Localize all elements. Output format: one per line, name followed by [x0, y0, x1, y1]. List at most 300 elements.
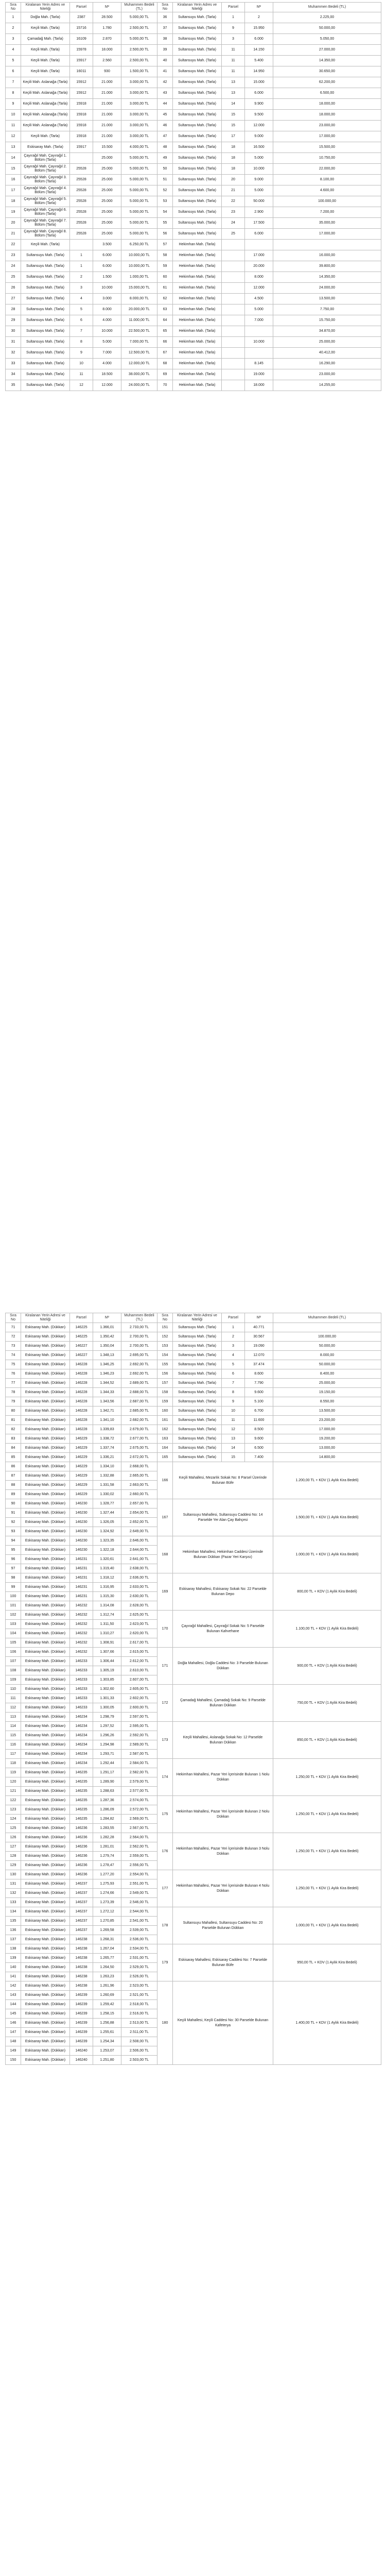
- table-cell: Sultansuyu Mah. (Tarla): [173, 1416, 222, 1425]
- table-cell: 50.000: [245, 196, 273, 207]
- table-cell: 2: [222, 1332, 245, 1342]
- table-cell: 17.000,00: [273, 131, 381, 142]
- table-cell: 5: [6, 56, 21, 66]
- table-cell: 45: [157, 110, 173, 121]
- table-cell: Sultansuyu Mah. (Tarla): [21, 304, 70, 315]
- table-cell: 6.000: [245, 34, 273, 45]
- table-cell: Sultansuyu Mah. (Tarla): [173, 207, 222, 218]
- table-cell: 21.000: [93, 131, 121, 142]
- table-row: [6, 77, 381, 88]
- table-cell: 25.000: [93, 153, 121, 164]
- table-cell: Eskisaray Mah. (Dükkan): [21, 1907, 70, 1917]
- table-cell: 21.000: [93, 77, 121, 88]
- table-cell: 12: [222, 1425, 245, 1434]
- table-cell: Sultansuyu Mah. (Tarla): [21, 380, 70, 391]
- table-cell: 58: [157, 250, 173, 261]
- table-row: [6, 337, 381, 348]
- table-cell: 166: [157, 1462, 173, 1499]
- table-cell: 28: [6, 304, 21, 315]
- table-cell: Sultansuyu Mah. (Tarla): [173, 88, 222, 99]
- table-cell: 56: [157, 229, 173, 240]
- table-cell: [222, 369, 245, 380]
- table-cell: 7.400: [245, 1453, 273, 1462]
- table-row: [6, 121, 381, 131]
- table-cell: 14.350,00: [273, 272, 381, 283]
- table-cell: 115: [6, 1731, 21, 1740]
- table-cell: 1.282,28: [93, 1833, 121, 1842]
- table-cell: 1.400,00 TL + KDV (1 Aylık Kira Bedeli): [273, 1981, 381, 2065]
- table-cell: 52: [157, 185, 173, 196]
- table-cell: 1.270,85: [93, 1917, 121, 1926]
- table-cell: Sultansuyu Mahallesi, Sultansuyu Caddesi No: 20 Parselde Bulunan Dükkan: [173, 1907, 273, 1944]
- table-cell: 1.780: [93, 23, 121, 34]
- table-cell: 54: [157, 207, 173, 218]
- column-header: Parsel: [70, 3, 93, 12]
- table-cell: Sultansuyu Mah. (Tarla): [173, 56, 222, 66]
- table-cell: 4.000,00 TL: [121, 142, 157, 153]
- table-cell: 1.263,23: [93, 1972, 121, 1981]
- table-cell: Eskisaray Mah. (Dükkan): [21, 1527, 70, 1536]
- table-cell: Eskisaray Mah. (Dükkan): [21, 1564, 70, 1573]
- table-cell: 123: [6, 1805, 21, 1815]
- table-cell: 2.610,00 TL: [121, 1666, 157, 1675]
- table-row: [6, 88, 381, 99]
- table-cell: 1.346,25: [93, 1360, 121, 1369]
- table-cell: 1.305,19: [93, 1666, 121, 1675]
- table-cell: Eskisaray Mah. (Dükkan): [21, 2009, 70, 2019]
- table-cell: 3.500: [93, 240, 121, 250]
- table-cell: 151: [157, 1323, 173, 1332]
- table-cell: 1.284,82: [93, 1815, 121, 1824]
- table-cell: 156: [157, 1369, 173, 1379]
- table-row: [6, 1796, 381, 1805]
- table-cell: 146228: [70, 1388, 93, 1397]
- column-header: M²: [245, 3, 273, 12]
- table-cell: 8.550,00: [273, 1397, 381, 1406]
- table-cell: 146235: [70, 1768, 93, 1777]
- table-cell: 2.521,00 TL: [121, 1991, 157, 2000]
- table-cell: Doğla Mahallesi, Doğla Caddesi No: 3 Parselde Bulunan Dükkan: [173, 1648, 273, 1685]
- table-cell: 12: [70, 380, 93, 391]
- table-cell: 1.289,90: [93, 1777, 121, 1787]
- table-cell: 2.605,00 TL: [121, 1685, 157, 1694]
- table-cell: 64: [157, 315, 173, 326]
- table-row: [6, 1722, 381, 1731]
- table-cell: 178: [157, 1907, 173, 1944]
- table-cell: 134: [6, 1907, 21, 1917]
- table-cell: 1.311,50: [93, 1620, 121, 1629]
- table-cell: 2.559,00 TL: [121, 1852, 157, 1861]
- table-cell: 102: [6, 1611, 21, 1620]
- table-cell: 108: [6, 1666, 21, 1675]
- table-cell: 18.000: [245, 380, 273, 391]
- table-cell: 175: [157, 1796, 173, 1833]
- table-cell: 2.572,00 TL: [121, 1805, 157, 1815]
- column-header: M²: [245, 1313, 273, 1323]
- table-cell: 14.950: [245, 66, 273, 77]
- table-cell: 146229: [70, 1462, 93, 1471]
- table-cell: 4.500: [245, 294, 273, 304]
- table-cell: 1.312,74: [93, 1611, 121, 1620]
- table-cell: 17.000,00: [273, 1425, 381, 1434]
- table-cell: 146240: [70, 2046, 93, 2056]
- table-cell: 22: [6, 240, 21, 250]
- table-cell: 136: [6, 1926, 21, 1935]
- table-cell: 146230: [70, 1518, 93, 1527]
- table-cell: 1.500,00 TL: [121, 66, 157, 77]
- table-cell: 50.000,00: [273, 23, 381, 34]
- table-cell: 90: [6, 1499, 21, 1509]
- table-cell: Eskisaray Mah. (Dükkan): [21, 2019, 70, 2028]
- table-cell: 100: [6, 1592, 21, 1601]
- table-cell: 16: [6, 175, 21, 185]
- table-cell: 3.000,00 TL: [121, 88, 157, 99]
- table-cell: 1.500: [93, 272, 121, 283]
- table-cell: 1.344,52: [93, 1379, 121, 1388]
- table-cell: 2.600,00 TL: [121, 1703, 157, 1713]
- table-cell: 6.250,00 TL: [121, 240, 157, 250]
- table-cell: 800,00 TL + KDV (1 Aylık Kira Bedeli): [273, 1573, 381, 1611]
- table-row: [6, 66, 381, 77]
- table-cell: 1.297,52: [93, 1722, 121, 1731]
- table-cell: 146238: [70, 1954, 93, 1963]
- table-cell: 2.620,00 TL: [121, 1629, 157, 1638]
- table-cell: 146229: [70, 1490, 93, 1499]
- table-cell: [222, 337, 245, 348]
- table-cell: Eskisaray Mah. (Dükkan): [21, 1787, 70, 1796]
- table-cell: 5.000,00 TL: [121, 34, 157, 45]
- table-cell: 15.500,00: [273, 142, 381, 153]
- table-cell: 146234: [70, 1722, 93, 1731]
- table-cell: 146233: [70, 1694, 93, 1703]
- table-cell: 9.900: [245, 99, 273, 110]
- table-cell: 6.500,00: [273, 88, 381, 99]
- table-cell: 25528: [70, 229, 93, 240]
- table-cell: Eskisaray Mah. (Dükkan): [21, 1870, 70, 1879]
- table-cell: 128: [6, 1852, 21, 1861]
- table-cell: 146228: [70, 1379, 93, 1388]
- table-cell: 146234: [70, 1740, 93, 1750]
- table-cell: Keçili Mahallesi, Mezarlık Sokak No: 8 Parsel Üzerinde Bulunan Büfe: [173, 1462, 273, 1499]
- table-cell: 7.000: [93, 348, 121, 359]
- table-cell: 5.050,00: [273, 34, 381, 45]
- table-cell: 14.255,00: [273, 380, 381, 391]
- table-cell: 3: [6, 34, 21, 45]
- table-cell: 121: [6, 1787, 21, 1796]
- table-cell: 2.685,00 TL: [121, 1406, 157, 1416]
- table-cell: 4.000: [93, 359, 121, 369]
- table-cell: Sultansuyu Mah. (Tarla): [173, 1397, 222, 1406]
- table-cell: Çayırağıl Mah. Çayırağıl 6. Bölüm (Tarla): [21, 207, 70, 218]
- table-row: [6, 1870, 381, 1879]
- table-cell: Sultansuyu Mah. (Tarla): [173, 1369, 222, 1379]
- table-cell: Eskisaray Mah. (Dükkan): [21, 1601, 70, 1611]
- table-cell: 15: [222, 1453, 245, 1462]
- table-cell: 4: [6, 45, 21, 56]
- table-cell: 15.500: [93, 142, 121, 153]
- table-cell: Sultansuyu Mah. (Tarla): [21, 272, 70, 283]
- table-cell: Eskisaray Mah. (Dükkan): [21, 1666, 70, 1675]
- table-row: [6, 380, 381, 391]
- table-cell: Sultansuyu Mah. (Tarla): [173, 142, 222, 153]
- table-cell: [222, 359, 245, 369]
- table-cell: 5: [222, 1360, 245, 1369]
- table-cell: Sultansuyu Mah. (Tarla): [173, 131, 222, 142]
- table-row: [6, 218, 381, 229]
- table-cell: 9: [222, 23, 245, 34]
- table-cell: 20.000: [245, 261, 273, 272]
- table-cell: 2.549,00 TL: [121, 1889, 157, 1898]
- table-cell: Eskisaray Mah. (Dükkan): [21, 1815, 70, 1824]
- table-cell: Eskisaray Mah. (Dükkan): [21, 1638, 70, 1648]
- table-cell: 2.592,00 TL: [121, 1731, 157, 1740]
- table-cell: Eskisaray Mah. (Dükkan): [21, 1657, 70, 1666]
- table-cell: 1.344,33: [93, 1388, 121, 1397]
- table-cell: 5.000,00 TL: [121, 207, 157, 218]
- table-cell: 25.000: [93, 229, 121, 240]
- table-cell: 179: [157, 1944, 173, 1981]
- table-cell: Hekimhan Mah. (Tarla): [173, 261, 222, 272]
- table-cell: Sultansuyu Mah. (Tarla): [173, 66, 222, 77]
- table-cell: 1.331,58: [93, 1481, 121, 1490]
- table-cell: 25528: [70, 185, 93, 196]
- table-cell: 2.225,00: [273, 12, 381, 23]
- table-cell: 2.615,00 TL: [121, 1648, 157, 1657]
- table-cell: 19.200,00: [273, 1434, 381, 1444]
- table-cell: [245, 326, 273, 337]
- table-cell: 1.326,05: [93, 1518, 121, 1527]
- table-cell: 2.562,00 TL: [121, 1842, 157, 1852]
- table-cell: Sultansuyu Mah. (Tarla): [21, 348, 70, 359]
- table-cell: 132: [6, 1889, 21, 1898]
- table-cell: 1.328,77: [93, 1499, 121, 1509]
- table-cell: 11: [70, 369, 93, 380]
- table-cell: 12.000,00 TL: [121, 359, 157, 369]
- table-cell: 146236: [70, 1870, 93, 1879]
- table-cell: [222, 283, 245, 294]
- table-cell: 9: [70, 348, 93, 359]
- table-cell: 40: [157, 56, 173, 66]
- table-row: [6, 99, 381, 110]
- table-cell: 62: [157, 294, 173, 304]
- table-cell: 124: [6, 1815, 21, 1824]
- table-cell: 1.348,13: [93, 1351, 121, 1360]
- table-cell: 8.100,00: [273, 175, 381, 185]
- table-cell: 7.790: [245, 1379, 273, 1388]
- table-cell: 2.569,00 TL: [121, 1815, 157, 1824]
- table-cell: 1.350,42: [93, 1332, 121, 1342]
- table-cell: 143: [6, 1991, 21, 2000]
- table-cell: Eskisaray Mah. (Dükkan): [21, 1898, 70, 1907]
- table-cell: Eskisaray Mah. (Tarla): [21, 142, 70, 153]
- table-cell: 1.277,20: [93, 1870, 121, 1879]
- table-cell: 1.253,07: [93, 2046, 121, 2056]
- table-cell: 2.516,00 TL: [121, 2009, 157, 2019]
- table-cell: 85: [6, 1453, 21, 1462]
- table-cell: 159: [157, 1397, 173, 1406]
- table-cell: 1.259,42: [93, 2000, 121, 2009]
- table-cell: Sultansuyu Mah. (Tarla): [173, 175, 222, 185]
- table-cell: 5.000: [245, 153, 273, 164]
- table-cell: Eskisaray Mah. (Dükkan): [21, 1740, 70, 1750]
- table-cell: 29: [6, 315, 21, 326]
- table-cell: 2.900: [245, 207, 273, 218]
- table-cell: 50.000,00: [273, 1342, 381, 1351]
- table-cell: Keçili Mah. Aslanağa (Tarla): [21, 110, 70, 121]
- table-cell: 2.567,00 TL: [121, 1824, 157, 1833]
- table-cell: 950,00 TL + KDV (1 Aylık Kira Bedeli): [273, 1944, 381, 1981]
- table-cell: 18: [222, 153, 245, 164]
- table-cell: 122: [6, 1796, 21, 1805]
- table-cell: 3.000,00 TL: [121, 77, 157, 88]
- table-cell: [245, 240, 273, 250]
- table-cell: 146228: [70, 1369, 93, 1379]
- table-cell: 6: [70, 315, 93, 326]
- table-cell: 120: [6, 1777, 21, 1787]
- table-cell: 2.641,00 TL: [121, 1555, 157, 1564]
- table-cell: 2.733,00 TL: [121, 1323, 157, 1332]
- table-cell: 1.306,44: [93, 1657, 121, 1666]
- table-cell: 146233: [70, 1675, 93, 1685]
- table-cell: Eskisaray Mah. (Dükkan): [21, 1332, 70, 1342]
- table-cell: 1: [6, 12, 21, 23]
- table-cell: Eskisaray Mah. (Dükkan): [21, 1471, 70, 1481]
- table-cell: 138: [6, 1944, 21, 1954]
- table-cell: 8.000,00: [273, 1351, 381, 1360]
- table-cell: 15917: [70, 56, 93, 66]
- table-cell: Keçili Mah. Aslanağa (Tarla): [21, 121, 70, 131]
- table-cell: Eskisaray Mah. (Dükkan): [21, 1546, 70, 1555]
- table-cell: Keçili Mah. Aslanağa (Tarla): [21, 88, 70, 99]
- table-cell: 146235: [70, 1815, 93, 1824]
- table-cell: Eskisaray Mah. (Dükkan): [21, 1759, 70, 1768]
- column-header: Sıra No: [157, 1313, 173, 1323]
- table-row: [6, 294, 381, 304]
- table-cell: 22.500,00 TL: [121, 326, 157, 337]
- table-cell: 2.546,00 TL: [121, 1898, 157, 1907]
- table-cell: 3.000,00 TL: [121, 99, 157, 110]
- table-cell: [273, 1323, 381, 1332]
- table-cell: [222, 348, 245, 359]
- column-header: Parsel: [222, 1313, 245, 1323]
- table-cell: Sultansuyu Mah. (Tarla): [173, 218, 222, 229]
- table-cell: Keçili Mah. (Tarla): [21, 66, 70, 77]
- table-cell: Eskisaray Mah. (Dükkan): [21, 1703, 70, 1713]
- table-cell: 164: [157, 1444, 173, 1453]
- table-cell: 8.600: [245, 1369, 273, 1379]
- table-cell: 74: [6, 1351, 21, 1360]
- table-cell: 2.534,00 TL: [121, 1944, 157, 1954]
- table-cell: 2.539,00 TL: [121, 1926, 157, 1935]
- table-cell: 7.750,00: [273, 304, 381, 315]
- table-cell: 19.000: [245, 369, 273, 380]
- table-cell: 1.342,71: [93, 1406, 121, 1416]
- table-cell: 169: [157, 1573, 173, 1611]
- table-cell: 40.771: [245, 1323, 273, 1332]
- table-row: [6, 1536, 381, 1546]
- table-cell: 10.000: [93, 326, 121, 337]
- table-cell: [245, 348, 273, 359]
- table-cell: 1.265,77: [93, 1954, 121, 1963]
- table-cell: 5.000,00 TL: [121, 229, 157, 240]
- table-cell: 146236: [70, 1842, 93, 1852]
- table-cell: 7.000,00 TL: [121, 337, 157, 348]
- table-cell: 750,00 TL + KDV (1 Aylık Kira Bedeli): [273, 1685, 381, 1722]
- table-cell: Çamadağ Mah. (Tarla): [21, 34, 70, 45]
- table-cell: Eskisaray Mah. (Dükkan): [21, 1583, 70, 1592]
- table-cell: 2.668,00 TL: [121, 1462, 157, 1471]
- table-cell: 14: [222, 1444, 245, 1453]
- table-cell: 8.400,00: [273, 1369, 381, 1379]
- table-cell: 146237: [70, 1879, 93, 1889]
- table-cell: Sultansuyu Mah. (Tarla): [173, 1425, 222, 1434]
- table-cell: Hekimhan Mah. (Tarla): [173, 380, 222, 391]
- table-cell: 2.577,00 TL: [121, 1787, 157, 1796]
- table-cell: Eskisaray Mah. (Dükkan): [21, 1842, 70, 1852]
- table-cell: 2.508,00 TL: [121, 2037, 157, 2046]
- table-cell: 9.600: [245, 1434, 273, 1444]
- table-cell: Eskisaray Mah. (Dükkan): [21, 1453, 70, 1462]
- table-cell: 12.000: [245, 283, 273, 294]
- table-cell: 70: [157, 380, 173, 391]
- table-cell: Çayırağıl Mah. Çayırağıl 7. Bölüm (Tarla): [21, 218, 70, 229]
- table-cell: 20: [6, 218, 21, 229]
- table-cell: Eskisaray Mah. (Dükkan): [21, 1629, 70, 1638]
- table-cell: 2.663,00 TL: [121, 1481, 157, 1490]
- table-cell: 33: [6, 359, 21, 369]
- table-cell: 68: [157, 359, 173, 369]
- table-cell: 27: [6, 294, 21, 304]
- table-cell: 1.256,88: [93, 2019, 121, 2028]
- table-cell: 23: [6, 250, 21, 261]
- table-cell: 146234: [70, 1759, 93, 1768]
- table-row: [6, 1351, 381, 1360]
- table-cell: 1.291,17: [93, 1768, 121, 1777]
- table-cell: 149: [6, 2046, 21, 2056]
- table-cell: 97: [6, 1564, 21, 1573]
- table-cell: 2.597,00 TL: [121, 1713, 157, 1722]
- table-cell: Eskisaray Mah. (Dükkan): [21, 1917, 70, 1926]
- table-row: [6, 1388, 381, 1397]
- table-cell: Eskisaray Mah. (Dükkan): [21, 1499, 70, 1509]
- table-cell: Hekimhan Mahallesi, Hekimhan Caddesi Üzerinde Bulunan Dükkan (Pazar Yeri Karşısı): [173, 1536, 273, 1573]
- table-cell: 146236: [70, 1833, 93, 1842]
- table-cell: Eskisaray Mahallesi, Eskisaray Caddesi No: 7 Parselde Bulunan Büfe: [173, 1944, 273, 1981]
- table-cell: 146231: [70, 1592, 93, 1601]
- table-cell: 55: [157, 218, 173, 229]
- table-cell: 167: [157, 1499, 173, 1536]
- table-cell: 2.688,00 TL: [121, 1388, 157, 1397]
- table-cell: 77: [6, 1379, 21, 1388]
- table-cell: 146235: [70, 1777, 93, 1787]
- table-cell: 2.677,00 TL: [121, 1434, 157, 1444]
- table-cell: 9.500: [245, 110, 273, 121]
- table-row: [6, 1648, 381, 1657]
- table-cell: 92: [6, 1518, 21, 1527]
- table-cell: 2.672,00 TL: [121, 1453, 157, 1462]
- table-cell: 1.251,80: [93, 2056, 121, 2065]
- table-cell: 11: [6, 121, 21, 131]
- table-cell: 2.503,00 TL: [121, 2056, 157, 2065]
- table-cell: Eskisaray Mah. (Dükkan): [21, 1824, 70, 1833]
- table-cell: 46: [157, 121, 173, 131]
- table-cell: 1.307,66: [93, 1648, 121, 1657]
- table-row: [6, 369, 381, 380]
- table-cell: Keçili Mahallesi, Keçili Caddesi No: 30 Parselde Bulunan Kafeterya: [173, 1981, 273, 2065]
- table-row: [6, 1444, 381, 1453]
- table-cell: Eskisaray Mah. (Dükkan): [21, 1416, 70, 1425]
- table-cell: 1.303,85: [93, 1675, 121, 1685]
